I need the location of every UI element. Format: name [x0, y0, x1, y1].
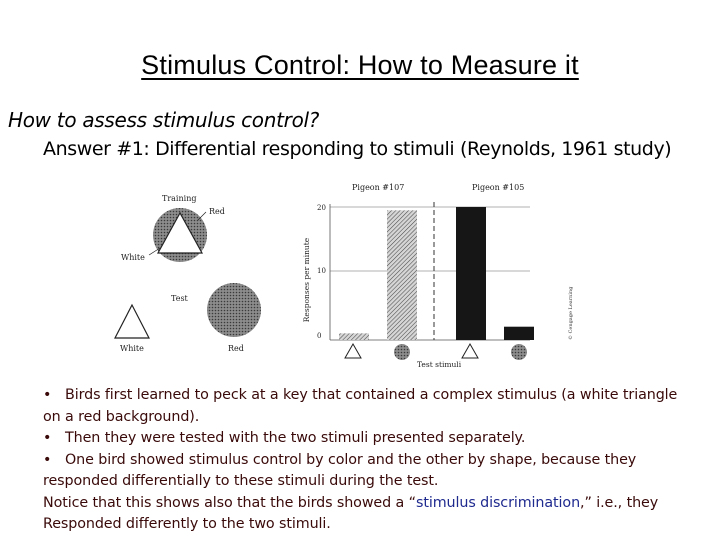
bar-pigeon105-triangle	[456, 207, 486, 340]
question-text: How to assess stimulus control?	[8, 108, 320, 132]
test-red-label: Red	[228, 344, 244, 353]
bar-pigeon107-triangle	[339, 333, 369, 340]
copyright-text: © Cengage Learning	[568, 286, 574, 340]
x-tick-triangle-1	[345, 344, 361, 358]
note-1	[43, 385, 693, 428]
note-4-highlight: stimulus discrimination	[415, 494, 581, 511]
pigeon-105-label: Pigeon #105	[472, 183, 525, 192]
bar-pigeon107-red-circle	[387, 210, 417, 340]
note-4	[43, 493, 693, 536]
slide-title: Stimulus Control: How to Measure it	[141, 50, 579, 80]
y-axis-label: Responses per minute	[302, 237, 311, 323]
training-white-label: White	[121, 253, 145, 262]
bullet-3: •	[43, 451, 52, 468]
reynolds-figure	[112, 180, 578, 370]
bullet-1: •	[43, 387, 52, 403]
note-2-text: Then they were tested with the two stimuli presented separately.	[65, 430, 526, 446]
x-tick-circle-1	[394, 344, 410, 360]
bar-pigeon105-red-circle	[504, 327, 534, 340]
test-white-label: White	[120, 344, 144, 353]
note-3-text: One bird showed stimulus control by color and the other by shape, because they responded differentially to these stimuli during the test.	[43, 451, 637, 489]
note-4-pre: Notice that this shows also that the birds showed a “	[43, 494, 416, 511]
test-red-circle	[207, 283, 261, 337]
notes-block	[43, 385, 693, 536]
ytick-0: 0	[317, 332, 322, 340]
answer-text: Answer #1: Differential responding to stimuli (Reynolds, 1961 study)	[43, 138, 672, 160]
ytick-20: 20	[317, 204, 326, 212]
x-tick-triangle-2	[462, 344, 478, 358]
bullet-2: •	[43, 430, 52, 446]
training-label: Training	[162, 194, 197, 203]
figure-svg	[112, 180, 578, 370]
test-label: Test	[171, 294, 188, 303]
note-2	[43, 428, 693, 450]
note-4-post: ,” i.e., they Responded differently to the two stimuli.	[43, 494, 659, 532]
pigeon-107-label: Pigeon #107	[352, 183, 405, 192]
x-axis-label: Test stimuli	[417, 360, 462, 369]
note-1-text: Birds first learned to peck at a key that contained a complex stimulus (a white triangle on a red background).	[43, 387, 678, 425]
ytick-10: 10	[317, 267, 326, 275]
test-white-triangle	[115, 305, 149, 338]
training-red-label: Red	[209, 207, 225, 216]
x-tick-circle-2	[511, 344, 527, 360]
note-3	[43, 450, 693, 493]
